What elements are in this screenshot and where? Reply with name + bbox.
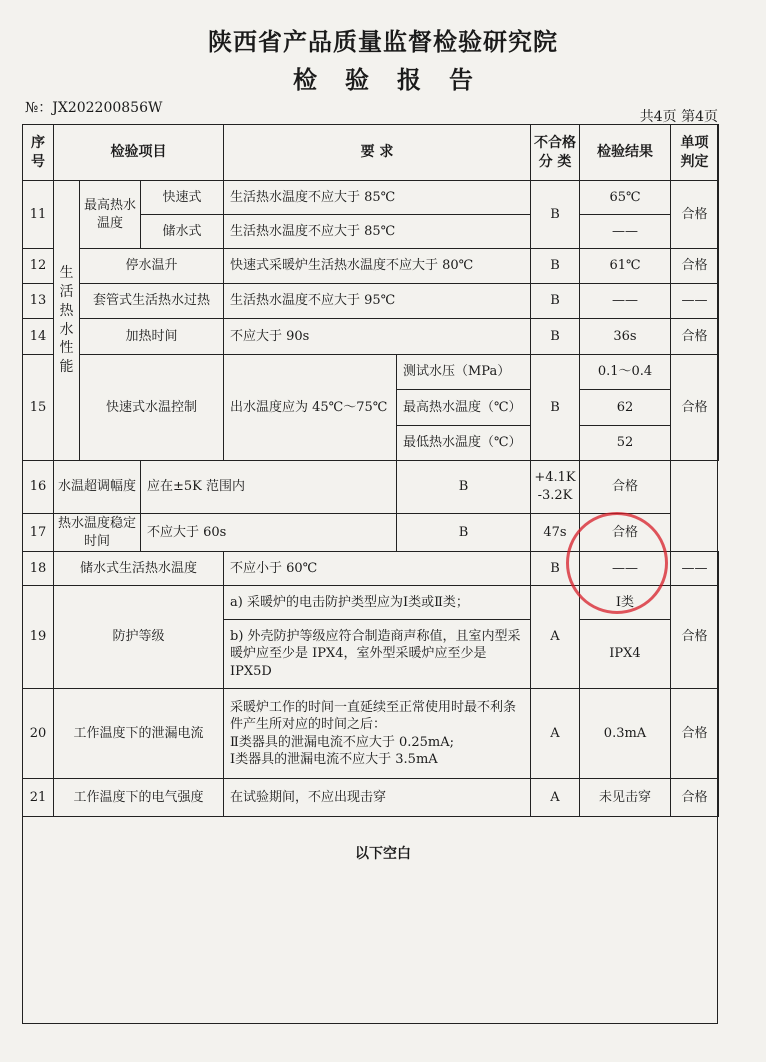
judgement: 合格 — [671, 249, 719, 284]
requirement — [224, 689, 531, 779]
report-title — [0, 60, 766, 95]
requirement: 生活热水温度不应大于 85℃ — [224, 215, 531, 249]
result-value: IPX4 — [580, 620, 671, 689]
row-no: 15 — [23, 355, 54, 461]
result-value: 0.1～0.4 — [580, 355, 671, 390]
result-value: 未见击穿 — [580, 779, 671, 817]
item-label: 水温超调幅度 — [54, 461, 141, 514]
class-value: B — [531, 249, 580, 284]
sub-item: 快速式 — [141, 181, 224, 215]
table-row — [23, 181, 719, 215]
table-row — [23, 284, 719, 319]
result-value — [531, 461, 580, 514]
judgement: 合格 — [671, 586, 719, 689]
row-no: 21 — [23, 779, 54, 817]
report-title-char: 报 — [397, 65, 421, 94]
blank-below-note: 以下空白 — [355, 846, 411, 862]
item-label: 停水温升 — [80, 249, 224, 284]
result-value: 65℃ — [580, 181, 671, 215]
row-no: 19 — [23, 586, 54, 689]
class-value: A — [531, 586, 580, 689]
header-requirement: 要 求 — [224, 125, 531, 181]
table-row — [23, 319, 719, 355]
requirement: b) 外壳防护等级应符合制造商声称值，且室内型采暖炉应至少是 IPX4，室外型采暖炉应至少是 IPX5D — [224, 620, 531, 689]
sub-item: 储水式 — [141, 215, 224, 249]
class-value: B — [531, 319, 580, 355]
report-number: №：JX202200856W — [25, 100, 163, 116]
requirement: 生活热水温度不应大于 95℃ — [224, 284, 531, 319]
class-value: B — [397, 514, 531, 552]
result-value: —— — [580, 284, 671, 319]
report-title-char: 验 — [345, 65, 369, 94]
judgement: 合格 — [671, 181, 719, 249]
row-no: 16 — [23, 461, 54, 514]
header-judgement: 单项判定 — [671, 125, 719, 181]
requirement-line: 采暖炉工作的时间一直延续至正常使用时最不利条件产生所对应的时间之后： — [230, 699, 517, 733]
institute-title: 陕西省产品质量监督检验研究院 — [208, 27, 558, 56]
parameter-label: 测试水压（MPa） — [397, 355, 531, 390]
table-row — [23, 249, 719, 284]
item-label: 工作温度下的电气强度 — [54, 779, 224, 817]
report-title-char: 检 — [293, 65, 317, 94]
table-row — [23, 586, 719, 620]
row-no: 11 — [23, 181, 54, 249]
class-value: B — [531, 552, 580, 586]
requirement: 不应大于 60s — [141, 514, 397, 552]
result-value: —— — [580, 552, 671, 586]
result-value: Ⅰ类 — [580, 586, 671, 620]
result-value: 52 — [580, 426, 671, 461]
table-row — [23, 552, 719, 586]
requirement-line: Ⅰ类器具的泄漏电流不应大于 3.5mA — [230, 752, 438, 768]
report-title-char: 告 — [449, 65, 473, 94]
table-row — [23, 461, 719, 514]
result-value: —— — [580, 215, 671, 249]
judgement: 合格 — [671, 689, 719, 779]
result-value: 0.3mA — [580, 689, 671, 779]
requirement: 应在±5K 范围内 — [141, 461, 397, 514]
table-row — [23, 514, 719, 552]
requirement: 不应小于 60℃ — [224, 552, 531, 586]
item-label: 防护等级 — [54, 586, 224, 689]
row-no: 17 — [23, 514, 54, 552]
row-no: 20 — [23, 689, 54, 779]
item-label: 热水温度稳定时间 — [54, 514, 141, 552]
item-label: 快速式水温控制 — [80, 355, 224, 461]
header-row — [23, 125, 719, 181]
class-value: A — [531, 689, 580, 779]
category-text: 生活热水性能 — [59, 264, 74, 376]
result-value: 61℃ — [580, 249, 671, 284]
result-line: -3.2K — [537, 488, 573, 503]
result-line: +4.1K — [534, 470, 576, 486]
result-value: 62 — [580, 390, 671, 426]
judgement: —— — [671, 284, 719, 319]
requirement: 不应大于 90s — [224, 319, 531, 355]
class-value: B — [531, 284, 580, 319]
table-row — [23, 689, 719, 779]
judgement: 合格 — [671, 319, 719, 355]
item-label: 加热时间 — [80, 319, 224, 355]
requirement: 生活热水温度不应大于 85℃ — [224, 181, 531, 215]
row-no: 13 — [23, 284, 54, 319]
header-item: 检验项目 — [54, 125, 224, 181]
judgement: 合格 — [580, 514, 671, 552]
header-class: 不合格分 类 — [531, 125, 580, 181]
item-label: 工作温度下的泄漏电流 — [54, 689, 224, 779]
table-row — [23, 355, 719, 390]
result-value: 36s — [580, 319, 671, 355]
class-value: B — [397, 461, 531, 514]
judgement: 合格 — [671, 355, 719, 461]
parameter-label: 最高热水温度（℃） — [397, 390, 531, 426]
table-row — [23, 779, 719, 817]
parameter-label: 最低热水温度（℃） — [397, 426, 531, 461]
header-result: 检验结果 — [580, 125, 671, 181]
requirement: 在试验期间，不应出现击穿 — [224, 779, 531, 817]
item-label: 储水式生活热水温度 — [54, 552, 224, 586]
requirement: 快速式采暖炉生活热水温度不应大于 80℃ — [224, 249, 531, 284]
requirement-line: Ⅱ类器具的泄漏电流不应大于 0.25mA; — [230, 734, 455, 750]
header-no: 序号 — [23, 125, 54, 181]
judgement: —— — [671, 552, 719, 586]
class-value: B — [531, 181, 580, 249]
class-value: A — [531, 779, 580, 817]
result-value: 47s — [531, 514, 580, 552]
category-label — [54, 181, 80, 461]
inspection-table — [22, 124, 719, 817]
row-no: 18 — [23, 552, 54, 586]
requirement: 出水温度应为 45℃～75℃ — [224, 355, 397, 461]
row-no: 12 — [23, 249, 54, 284]
item-label: 最高热水温度 — [80, 181, 141, 249]
row-no: 14 — [23, 319, 54, 355]
page-info: 共4页 第4页 — [639, 109, 718, 125]
item-label: 套管式生活热水过热 — [80, 284, 224, 319]
judgement: 合格 — [671, 779, 719, 817]
requirement: a) 采暖炉的电击防护类型应为Ⅰ类或Ⅱ类； — [224, 586, 531, 620]
class-value: B — [531, 355, 580, 461]
judgement: 合格 — [580, 461, 671, 514]
